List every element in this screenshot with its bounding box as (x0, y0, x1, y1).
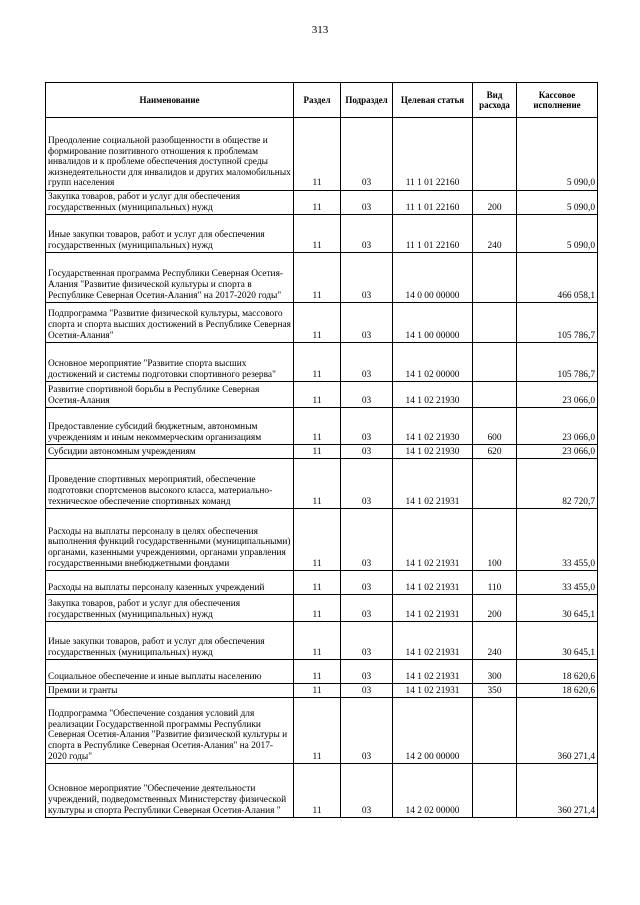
row-article: 14 1 02 21930 (393, 382, 473, 408)
row-name: Иные закупки товаров, работ и услуг для обеспечения государственных (муниципальных) нужд (46, 622, 294, 660)
table-row (46, 408, 598, 445)
row-name: Государственная программа Республики Северная Осетия-Алания "Развитие физической культуры и спорта в Республике Северная Осетия-Алания" на 2017-2020 годы" (46, 253, 294, 303)
row-article: 14 1 02 21930 (393, 408, 473, 445)
page-number: 313 (311, 24, 329, 36)
row-subsection: 03 (341, 118, 393, 191)
budget-table (45, 82, 598, 818)
row-amount: 5 090,0 (517, 215, 598, 253)
table-row (46, 343, 598, 382)
row-name: Расходы на выплаты персоналу казенных учреждений (46, 571, 294, 595)
row-subsection: 03 (341, 445, 393, 459)
row-article: 11 1 01 22160 (393, 191, 473, 215)
row-name: Социальное обеспечение и иные выплаты населению (46, 660, 294, 684)
row-section: 11 (294, 408, 341, 445)
row-subsection: 03 (341, 571, 393, 595)
row-type: 620 (473, 445, 517, 459)
header-expense-type: Вид расхода (473, 83, 517, 118)
row-subsection: 03 (341, 215, 393, 253)
row-name: Премии и гранты (46, 684, 294, 698)
row-section: 11 (294, 382, 341, 408)
row-type: 200 (473, 595, 517, 622)
row-subsection: 03 (341, 459, 393, 509)
row-subsection: 03 (341, 253, 393, 303)
row-article: 11 1 01 22160 (393, 215, 473, 253)
row-type: 350 (473, 684, 517, 698)
row-type (473, 698, 517, 764)
table-row (46, 622, 598, 660)
table-row (46, 571, 598, 595)
row-amount: 105 786,7 (517, 343, 598, 382)
row-amount: 360 271,4 (517, 698, 598, 764)
header-target-article: Целевая статья (393, 83, 473, 118)
row-section: 11 (294, 509, 341, 571)
row-subsection: 03 (341, 382, 393, 408)
row-section: 11 (294, 595, 341, 622)
row-section: 11 (294, 118, 341, 191)
row-article: 11 1 01 22160 (393, 118, 473, 191)
row-amount: 5 090,0 (517, 118, 598, 191)
row-type: 240 (473, 622, 517, 660)
row-amount: 82 720,7 (517, 459, 598, 509)
row-amount: 466 058,1 (517, 253, 598, 303)
row-section: 11 (294, 684, 341, 698)
row-amount: 30 645,1 (517, 595, 598, 622)
table-row (46, 660, 598, 684)
table-row (46, 698, 598, 764)
row-article: 14 1 02 21931 (393, 622, 473, 660)
table-row (46, 382, 598, 408)
header-name: Наименование (46, 83, 294, 118)
row-amount: 33 455,0 (517, 509, 598, 571)
row-subsection: 03 (341, 303, 393, 343)
row-article: 14 1 02 21931 (393, 459, 473, 509)
row-name: Закупка товаров, работ и услуг для обеспечения государственных (муниципальных) нужд (46, 191, 294, 215)
row-type: 300 (473, 660, 517, 684)
table-row (46, 191, 598, 215)
row-name: Основное мероприятие "Обеспечение деятельности учреждений, подведомственных Министерству физической культуры и спорта Республики Северная Осетия-Алания " (46, 764, 294, 818)
row-section: 11 (294, 622, 341, 660)
row-amount: 30 645,1 (517, 622, 598, 660)
row-section: 11 (294, 215, 341, 253)
table-row (46, 684, 598, 698)
row-amount: 33 455,0 (517, 571, 598, 595)
row-article: 14 1 02 21931 (393, 660, 473, 684)
row-type: 100 (473, 509, 517, 571)
table-row (46, 509, 598, 571)
row-type (473, 764, 517, 818)
row-type: 200 (473, 191, 517, 215)
row-amount: 23 066,0 (517, 445, 598, 459)
row-article: 14 1 02 21931 (393, 684, 473, 698)
row-name: Подпрограмма "Развитие физической культуры, массового спорта и спорта высших достижений в Республике Северная Осетия-Алания" (46, 303, 294, 343)
row-subsection: 03 (341, 509, 393, 571)
row-section: 11 (294, 303, 341, 343)
row-subsection: 03 (341, 191, 393, 215)
row-name: Подпрограмма "Обеспечение создания условий для реализации Государственной программы Республики Северная Осетия-Алания "Развитие физической культуры и спорта в Республике Северная Осетия-Алания" на 2017-2020 годы" (46, 698, 294, 764)
row-type: 240 (473, 215, 517, 253)
row-subsection: 03 (341, 764, 393, 818)
row-subsection: 03 (341, 622, 393, 660)
row-name: Преодоление социальной разобщенности в обществе и формирование позитивного отношения к проблемам инвалидов и к проблеме обеспечения доступной среды жизнедеятельности для инвалидов и других маломобильных групп населения (46, 118, 294, 191)
row-subsection: 03 (341, 343, 393, 382)
row-amount: 23 066,0 (517, 382, 598, 408)
row-name: Предоставление субсидий бюджетным, автономным учреждениям и иным некоммерческим организациям (46, 408, 294, 445)
table-row (46, 595, 598, 622)
row-amount: 5 090,0 (517, 191, 598, 215)
row-section: 11 (294, 571, 341, 595)
table-row (46, 215, 598, 253)
table-header-row (46, 83, 598, 118)
row-name: Закупка товаров, работ и услуг для обеспечения государственных (муниципальных) нужд (46, 595, 294, 622)
row-amount: 18 620,6 (517, 660, 598, 684)
row-amount: 23 066,0 (517, 408, 598, 445)
row-section: 11 (294, 445, 341, 459)
row-name: Расходы на выплаты персоналу в целях обеспечения выполнения функций государственными (муниципальными) органами, казенными учреждениями, органами управления государственными внебюджетными фондами (46, 509, 294, 571)
header-cash-execution: Кассовое исполнение (517, 83, 598, 118)
row-subsection: 03 (341, 698, 393, 764)
row-section: 11 (294, 698, 341, 764)
row-name: Субсидии автономным учреждениям (46, 445, 294, 459)
row-section: 11 (294, 459, 341, 509)
row-article: 14 2 02 00000 (393, 764, 473, 818)
row-amount: 360 271,4 (517, 764, 598, 818)
row-amount: 18 620,6 (517, 684, 598, 698)
row-type (473, 118, 517, 191)
row-type (473, 303, 517, 343)
table-row (46, 303, 598, 343)
row-subsection: 03 (341, 660, 393, 684)
row-article: 14 0 00 00000 (393, 253, 473, 303)
table-row (46, 459, 598, 509)
row-amount: 105 786,7 (517, 303, 598, 343)
row-section: 11 (294, 660, 341, 684)
header-subsection: Подраздел (341, 83, 393, 118)
row-subsection: 03 (341, 595, 393, 622)
row-type (473, 253, 517, 303)
row-article: 14 1 00 00000 (393, 303, 473, 343)
row-article: 14 1 02 21931 (393, 571, 473, 595)
row-type (473, 343, 517, 382)
row-type: 600 (473, 408, 517, 445)
table-row (46, 445, 598, 459)
row-section: 11 (294, 343, 341, 382)
table-row (46, 118, 598, 191)
row-subsection: 03 (341, 684, 393, 698)
row-article: 14 1 02 21930 (393, 445, 473, 459)
row-type (473, 459, 517, 509)
row-type (473, 382, 517, 408)
row-name: Основное мероприятие "Развитие спорта высших достижений и системы подготовки спортивного резерва" (46, 343, 294, 382)
row-name: Развитие спортивной борьбы в Республике Северная Осетия-Алания (46, 382, 294, 408)
row-name: Иные закупки товаров, работ и услуг для обеспечения государственных (муниципальных) нужд (46, 215, 294, 253)
row-article: 14 1 02 00000 (393, 343, 473, 382)
header-section: Раздел (294, 83, 341, 118)
row-section: 11 (294, 764, 341, 818)
row-type: 110 (473, 571, 517, 595)
row-article: 14 2 00 00000 (393, 698, 473, 764)
row-section: 11 (294, 253, 341, 303)
table-row (46, 253, 598, 303)
row-subsection: 03 (341, 408, 393, 445)
table-row (46, 764, 598, 818)
row-name: Проведение спортивных мероприятий, обеспечение подготовки спортсменов высокого класса, материально-техническое обеспечение спортивных команд (46, 459, 294, 509)
row-section: 11 (294, 191, 341, 215)
row-article: 14 1 02 21931 (393, 509, 473, 571)
row-article: 14 1 02 21931 (393, 595, 473, 622)
